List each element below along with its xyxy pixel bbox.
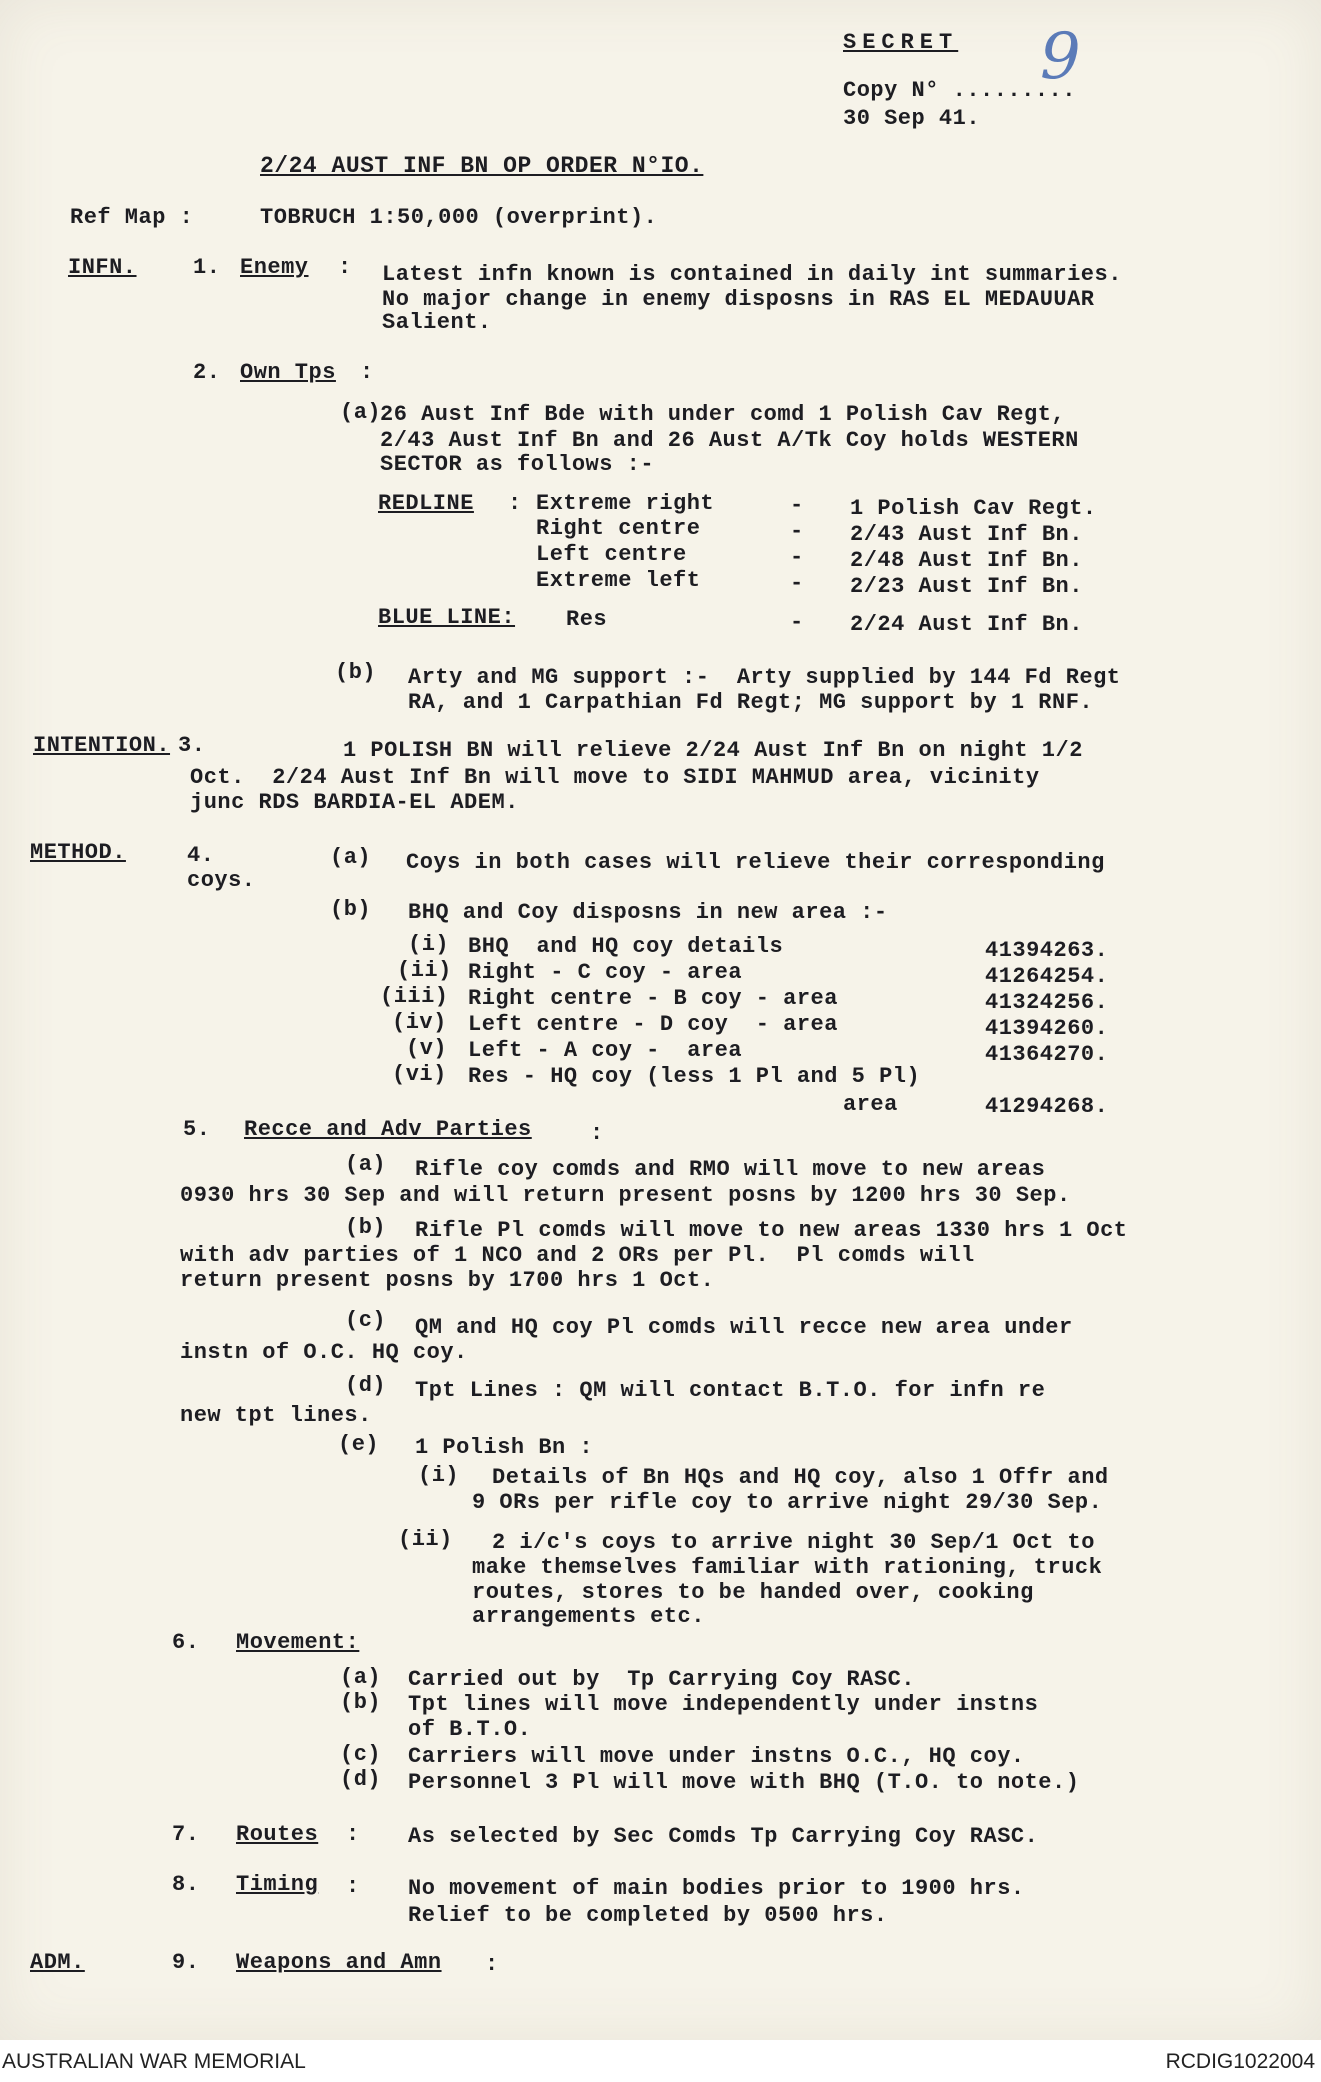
para6-item-label: (a) <box>340 1665 382 1690</box>
para3-line: junc RDS BARDIA-EL ADEM. <box>190 790 519 815</box>
margin-label-adm: ADM. <box>30 1950 85 1975</box>
disposn-row-map-ref: 41394263. <box>985 938 1109 963</box>
disposn-row-number: (vi) <box>392 1062 447 1087</box>
disposn-row-map-ref: 41364270. <box>985 1042 1109 1067</box>
para2-a-label: (a) <box>340 400 382 425</box>
para5-e-i-line: Details of Bn HQs and HQ coy, also 1 Offr and <box>492 1465 1109 1490</box>
para1-number: 1. <box>193 255 221 280</box>
para5-e-i-line: 9 ORs per rifle coy to arrive night 29/30 Sep. <box>472 1490 1103 1515</box>
archive-name: AUSTRALIAN WAR MEMORIAL <box>2 2050 306 2073</box>
disposn-row-description: Left centre - D coy - area <box>468 1012 838 1037</box>
disposn-row-number: (i) <box>408 932 450 957</box>
para5-a-line: Rifle coy comds and RMO will move to new areas <box>415 1157 1046 1182</box>
para1-line: No major change in enemy disposns in RAS EL MEDAUUAR <box>382 287 1095 312</box>
para4-b-text: BHQ and Coy disposns in new area :- <box>408 900 888 925</box>
para7-text: As selected by Sec Comds Tp Carrying Coy RASC. <box>408 1824 1039 1849</box>
para8-number: 8. <box>172 1872 200 1897</box>
disposn-row-description: Res - HQ coy (less 1 Pl and 5 Pl) <box>468 1064 921 1089</box>
para3-line: Oct. 2/24 Aust Inf Bn will move to SIDI MAHMUD area, vicinity <box>190 765 1040 790</box>
para5-e-ii-line: make themselves familiar with rationing, truck <box>472 1555 1103 1580</box>
para7-heading: Routes <box>236 1822 319 1847</box>
disposn-row-description: Right centre - B coy - area <box>468 986 838 1011</box>
redline-dash: - <box>790 519 804 544</box>
para6-item-line: of B.T.O. <box>408 1717 532 1742</box>
para5-b-line: with adv parties of 1 NCO and 2 ORs per Pl. Pl comds will <box>180 1243 975 1268</box>
para6-number: 6. <box>172 1630 200 1655</box>
para3-line: 1 POLISH BN will relieve 2/24 Aust Inf Bn on night 1/2 <box>343 738 1083 763</box>
disposn-row-description: BHQ and HQ coy details <box>468 934 784 959</box>
blueline-unit: 2/24 Aust Inf Bn. <box>850 612 1083 637</box>
para5-c-line: QM and HQ coy Pl comds will recce new area under <box>415 1315 1073 1340</box>
disposn-row-map-ref: 41324256. <box>985 990 1109 1015</box>
para2-colon: : <box>360 360 374 385</box>
para3-number: 3. <box>178 733 206 758</box>
redline-label: REDLINE <box>378 491 474 516</box>
margin-label-method: METHOD. <box>30 840 126 865</box>
para8-heading: Timing <box>236 1872 319 1897</box>
para2-a-line: 26 Aust Inf Bde with under comd 1 Polish Cav Regt, <box>380 402 1066 427</box>
para5-e-ii-line: 2 i/c's coys to arrive night 30 Sep/1 Oct to <box>492 1530 1095 1555</box>
para2-b-label: (b) <box>335 660 377 685</box>
document-title: 2/24 AUST INF BN OP ORDER N°IO. <box>260 153 704 179</box>
para5-e-ii-line: arrangements etc. <box>472 1604 705 1629</box>
margin-label-infn: INFN. <box>68 255 137 280</box>
para2-a-line: SECTOR as follows :- <box>380 452 655 477</box>
para6-heading: Movement: <box>236 1630 360 1655</box>
archive-footer <box>0 2040 1321 2082</box>
para8-line: Relief to be completed by 0500 hrs. <box>408 1903 888 1928</box>
disposn-area-label: area <box>843 1092 898 1117</box>
para5-b-label: (b) <box>345 1215 387 1240</box>
para5-e-ii-line: routes, stores to be handed over, cooking <box>472 1580 1034 1605</box>
para5-d-label: (d) <box>345 1373 387 1398</box>
disposn-row-number: (v) <box>406 1036 448 1061</box>
para5-heading: Recce and Adv Parties <box>244 1117 532 1142</box>
para1-line: Latest infn known is contained in daily int summaries. <box>382 262 1122 287</box>
para8-colon: : <box>346 1874 360 1899</box>
redline-position: Right centre <box>536 516 701 541</box>
para7-colon: : <box>346 1822 360 1847</box>
para2-number: 2. <box>193 360 221 385</box>
blueline-position: Res <box>566 607 608 632</box>
para6-item-label: (b) <box>340 1690 382 1715</box>
para8-line: No movement of main bodies prior to 1900 hrs. <box>408 1876 1025 1901</box>
para1-line: Salient. <box>382 310 492 335</box>
redline-position: Left centre <box>536 542 687 567</box>
para1-colon: : <box>338 255 352 280</box>
para5-d-line: new tpt lines. <box>180 1403 372 1428</box>
ref-map-label: Ref Map : <box>70 205 194 230</box>
para6-item-line: Tpt lines will move independently under instns <box>408 1692 1039 1717</box>
margin-label-intention: INTENTION. <box>33 733 171 758</box>
disposn-row-map-ref: 41294268. <box>985 1094 1109 1119</box>
para5-number: 5. <box>183 1117 211 1142</box>
para9-heading: Weapons and Amn <box>236 1950 442 1975</box>
para6-item-label: (c) <box>340 1742 382 1767</box>
disposn-row-map-ref: 41394260. <box>985 1016 1109 1041</box>
para2-heading: Own Tps <box>240 360 336 385</box>
redline-position: Extreme left <box>536 568 701 593</box>
redline-unit: 1 Polish Cav Regt. <box>850 496 1097 521</box>
para2-b-line: Arty and MG support :- Arty supplied by 144 Fd Regt <box>408 665 1121 690</box>
document-date: 30 Sep 41. <box>843 106 981 131</box>
redline-unit: 2/48 Aust Inf Bn. <box>850 548 1083 573</box>
para4-a-continuation: coys. <box>187 868 256 893</box>
para5-c-line: instn of O.C. HQ coy. <box>180 1340 468 1365</box>
para7-number: 7. <box>172 1822 200 1847</box>
redline-dash: - <box>790 571 804 596</box>
para5-e-text: 1 Polish Bn : <box>415 1435 594 1460</box>
redline-dash: - <box>790 545 804 570</box>
handwritten-copy-number: 9 <box>1040 20 1082 94</box>
disposn-row-description: Right - C coy - area <box>468 960 743 985</box>
disposn-row-number: (iii) <box>380 984 449 1009</box>
para5-b-line: Rifle Pl comds will move to new areas 1330 hrs 1 Oct <box>415 1218 1128 1243</box>
para5-a-label: (a) <box>345 1152 387 1177</box>
para4-a-text: Coys in both cases will relieve their corresponding <box>406 850 1105 875</box>
para9-number: 9. <box>172 1950 200 1975</box>
para5-e-label: (e) <box>338 1432 380 1457</box>
blueline-dash: - <box>790 610 804 635</box>
disposn-row-number: (iv) <box>392 1010 447 1035</box>
para5-e-i-label: (i) <box>418 1463 460 1488</box>
redline-position: Extreme right <box>536 491 715 516</box>
redline-colon: : <box>508 491 522 516</box>
redline-unit: 2/23 Aust Inf Bn. <box>850 574 1083 599</box>
archive-reference: RCDIG1022004 <box>1165 2050 1315 2073</box>
redline-unit: 2/43 Aust Inf Bn. <box>850 522 1083 547</box>
blueline-label: BLUE LINE: <box>378 605 516 630</box>
para1-heading: Enemy <box>240 255 309 280</box>
para6-item-line: Personnel 3 Pl will move with BHQ (T.O. to note.) <box>408 1770 1080 1795</box>
disposn-row-description: Left - A coy - area <box>468 1038 743 1063</box>
redline-dash: - <box>790 493 804 518</box>
para5-d-line: Tpt Lines : QM will contact B.T.O. for infn re <box>415 1378 1046 1403</box>
para5-b-line: return present posns by 1700 hrs 1 Oct. <box>180 1268 715 1293</box>
para6-item-label: (d) <box>340 1767 382 1792</box>
para6-item-line: Carried out by Tp Carrying Coy RASC. <box>408 1667 915 1692</box>
ref-map-value: TOBRUCH 1:50,000 (overprint). <box>260 205 658 230</box>
para5-colon: : <box>590 1121 604 1146</box>
para4-number: 4. <box>187 843 215 868</box>
disposn-row-number: (ii) <box>397 958 452 983</box>
para5-a-line: 0930 hrs 30 Sep and will return present posns by 1200 hrs 30 Sep. <box>180 1183 1071 1208</box>
para9-colon: : <box>485 1952 499 1977</box>
para2-a-line: 2/43 Aust Inf Bn and 26 Aust A/Tk Coy holds WESTERN <box>380 428 1079 453</box>
copy-number-line: Copy N° ......... <box>843 78 1076 103</box>
para4-b-label: (b) <box>330 897 372 922</box>
disposn-row-map-ref: 41264254. <box>985 964 1109 989</box>
para2-b-line: RA, and 1 Carpathian Fd Regt; MG support by 1 RNF. <box>408 690 1094 715</box>
classification-label: SECRET <box>843 30 959 55</box>
para4-a-label: (a) <box>330 845 372 870</box>
para6-item-line: Carriers will move under instns O.C., HQ coy. <box>408 1744 1025 1769</box>
para5-e-ii-label: (ii) <box>398 1527 453 1552</box>
para5-c-label: (c) <box>345 1308 387 1333</box>
